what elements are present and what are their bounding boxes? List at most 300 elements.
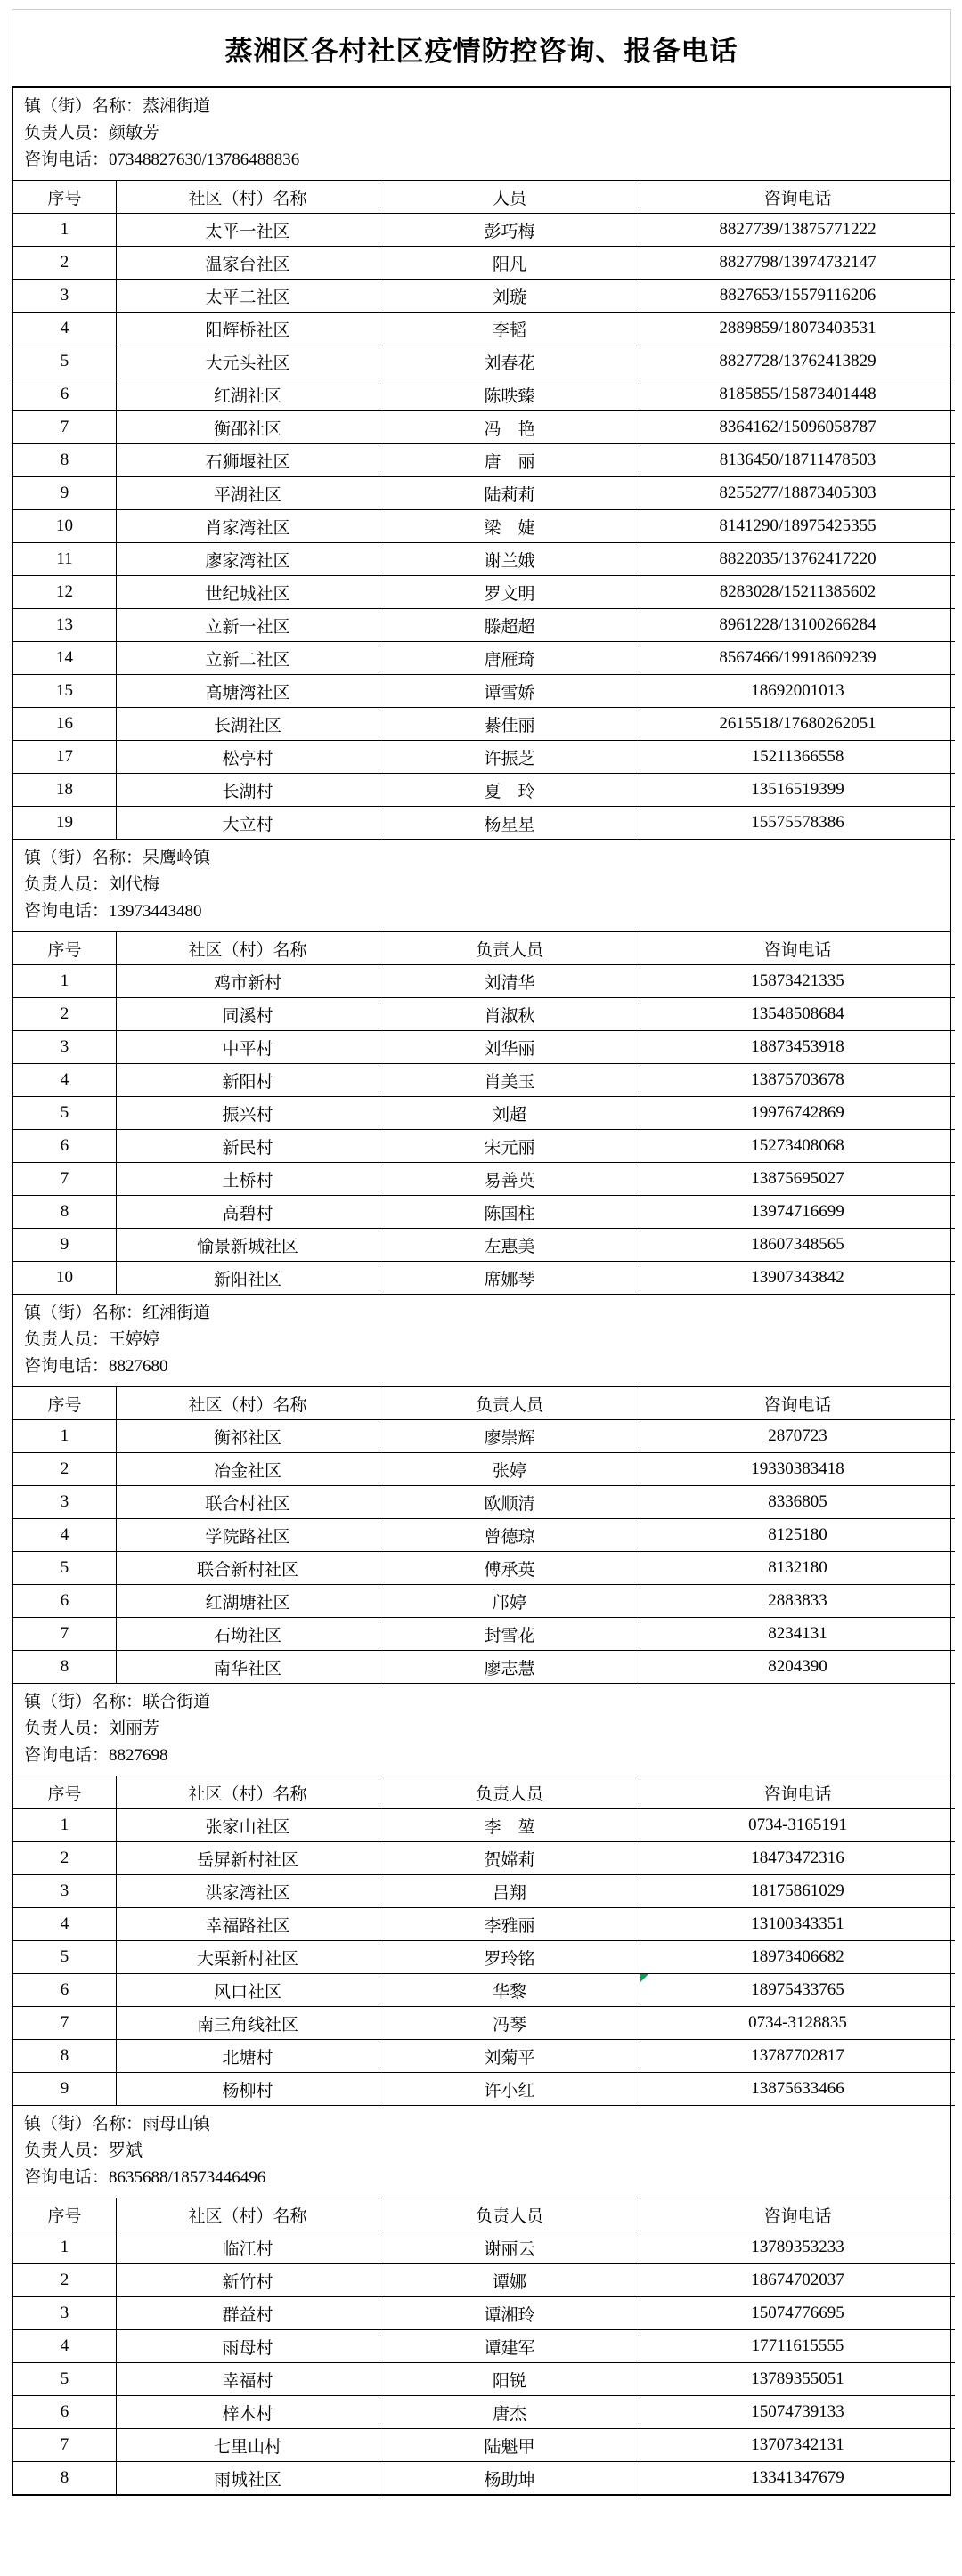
table-row [13,2429,955,2462]
phone-cell: 8336805 [640,1486,956,1519]
town-name-line [24,2111,939,2138]
col-header-person: 负责人员 [379,2198,640,2231]
row-index-cell: 8 [13,1651,117,1684]
table-row [13,1552,955,1585]
table-row [13,378,955,411]
table-row [13,345,955,378]
town-name-line [24,93,939,120]
phone-cell: 13707342131 [640,2429,956,2462]
person-cell: 唐 丽 [379,444,640,477]
community-name-cell: 衡邵社区 [117,411,379,444]
table-row [13,1031,955,1064]
row-index-cell: 2 [13,1842,117,1875]
phone-cell: 0734-3128835 [640,2007,956,2040]
person-cell: 唐雁琦 [379,642,640,675]
phone-cell: 15873421335 [640,965,956,998]
town-name-label: 镇（街）名称： [24,1304,143,1322]
row-index-cell: 5 [13,345,117,378]
person-cell: 罗玲铭 [379,1941,640,1974]
phone-cell: 8827653/15579116206 [640,280,956,313]
table-row [13,1453,955,1486]
table-row [13,1064,955,1097]
person-cell: 刘华丽 [379,1031,640,1064]
table-row [13,1974,955,2007]
phone-cell: 15074739133 [640,2396,956,2429]
person-cell: 肖淑秋 [379,998,640,1031]
table-row [13,444,955,477]
phone-cell: 13875695027 [640,1163,956,1196]
person-cell: 贺嫦莉 [379,1842,640,1875]
person-cell: 谭娜 [379,2264,640,2297]
community-name-cell: 南华社区 [117,1651,379,1684]
community-name-cell: 衡祁社区 [117,1420,379,1453]
table-row [13,2330,955,2363]
table-row [13,1097,955,1130]
phone-cell: 13789355051 [640,2363,956,2396]
row-index-cell: 9 [13,477,117,510]
town-name-label: 镇（街）名称： [24,1693,143,1711]
person-cell: 廖志慧 [379,1651,640,1684]
person-cell: 唐杰 [379,2396,640,2429]
table-row [13,1262,955,1295]
person-cell: 刘菊平 [379,2040,640,2073]
person-cell: 易善英 [379,1163,640,1196]
table-row [13,1229,955,1262]
community-name-cell: 红湖社区 [117,378,379,411]
row-index-cell: 4 [13,1064,117,1097]
phone-cell: 13548508684 [640,998,956,1031]
phone-cell: 13875633466 [640,2073,956,2106]
leader-label: 负责人员： [24,875,110,894]
row-index-cell: 6 [13,2396,117,2429]
town-name-label: 镇（街）名称： [24,849,143,867]
row-index-cell: 1 [13,2231,117,2264]
community-name-cell: 冶金社区 [117,1453,379,1486]
person-cell: 廖崇辉 [379,1420,640,1453]
community-name-cell: 石狮堰社区 [117,444,379,477]
person-cell: 谢兰娥 [379,543,640,576]
row-index-cell: 9 [13,2073,117,2106]
community-name-cell: 新阳社区 [117,1262,379,1295]
row-index-cell: 19 [13,807,117,840]
community-name-cell: 张家山社区 [117,1809,379,1842]
table-row [13,1651,955,1684]
community-name-cell: 长湖村 [117,774,379,807]
table-row [13,741,955,774]
community-name-cell: 新竹村 [117,2264,379,2297]
section-info-block [13,2106,950,2198]
row-index-cell: 12 [13,576,117,609]
leader-value: 颜敏芳 [109,124,160,142]
table-row [13,411,955,444]
town-name-value: 呆鹰岭镇 [143,849,211,867]
phone-cell: 18692001013 [640,675,956,708]
row-index-cell: 8 [13,2040,117,2073]
col-header-index: 序号 [13,181,117,214]
phone-cell: 15273408068 [640,1130,956,1163]
person-cell: 李雅丽 [379,1908,640,1941]
row-index-cell: 7 [13,411,117,444]
col-header-phone: 咨询电话 [640,2198,956,2231]
phone-cell: 19976742869 [640,1097,956,1130]
town-name-line [24,845,939,872]
leader-line [24,120,939,147]
table-row [13,1842,955,1875]
row-index-cell: 17 [13,741,117,774]
person-cell: 刘清华 [379,965,640,998]
phone-cell: 8567466/19918609239 [640,642,956,675]
table-row [13,313,955,345]
community-name-cell: 红湖塘社区 [117,1585,379,1618]
col-header-community: 社区（村）名称 [117,1387,379,1420]
phone-cell: 8827739/13875771222 [640,214,956,247]
town-section [13,1684,950,2106]
row-index-cell: 1 [13,1809,117,1842]
phone-cell: 8364162/15096058787 [640,411,956,444]
phone-label: 咨询电话： [24,150,110,169]
section-info-block [13,1684,950,1776]
row-index-cell: 6 [13,1974,117,2007]
table-row [13,774,955,807]
leader-line [24,872,939,898]
person-cell: 冯 艳 [379,411,640,444]
row-index-cell: 7 [13,1163,117,1196]
phone-cell: 15575578386 [640,807,956,840]
table-row [13,1585,955,1618]
leader-label: 负责人员： [24,124,110,142]
person-cell: 华黎 [379,1974,640,2007]
col-header-index: 序号 [13,932,117,965]
phone-cell: 18175861029 [640,1875,956,1908]
community-name-cell: 雨母村 [117,2330,379,2363]
person-cell: 谭雪娇 [379,675,640,708]
col-header-index: 序号 [13,1776,117,1809]
person-cell: 彭巧梅 [379,214,640,247]
row-index-cell: 13 [13,609,117,642]
community-name-cell: 立新二社区 [117,642,379,675]
table-row [13,1486,955,1519]
community-name-cell: 廖家湾社区 [117,543,379,576]
phone-cell: 18607348565 [640,1229,956,1262]
phone-cell: 2870723 [640,1420,956,1453]
person-cell: 阳锐 [379,2363,640,2396]
phone-line [24,1353,939,1380]
col-header-phone: 咨询电话 [640,1387,956,1420]
table-row [13,543,955,576]
phone-cell: 8827798/13974732147 [640,247,956,280]
person-cell: 梁 婕 [379,510,640,543]
phone-value: 13973443480 [109,902,202,921]
community-name-cell: 洪家湾社区 [117,1875,379,1908]
leader-value: 刘丽芳 [109,1719,160,1738]
row-index-cell: 5 [13,1097,117,1130]
phone-cell: 8185855/15873401448 [640,378,956,411]
table-header-row [13,1776,955,1809]
row-index-cell: 10 [13,510,117,543]
phone-cell: 8125180 [640,1519,956,1552]
row-index-cell: 18 [13,774,117,807]
person-cell: 冯琴 [379,2007,640,2040]
table-row [13,576,955,609]
community-name-cell: 北塘村 [117,2040,379,2073]
person-cell: 刘超 [379,1097,640,1130]
table-row [13,2297,955,2330]
row-index-cell: 3 [13,1486,117,1519]
col-header-community: 社区（村）名称 [117,2198,379,2231]
col-header-community: 社区（村）名称 [117,932,379,965]
cell-flag-icon [640,1974,648,1982]
community-name-cell: 幸福村 [117,2363,379,2396]
town-section [13,88,950,840]
person-cell: 綦佳丽 [379,708,640,741]
community-name-cell: 联合村社区 [117,1486,379,1519]
town-name-line [24,1300,939,1327]
community-name-cell: 南三角线社区 [117,2007,379,2040]
contact-table [13,932,955,1295]
phone-value: 8827698 [109,1746,168,1765]
phone-label: 咨询电话： [24,1746,110,1765]
person-cell: 欧顺清 [379,1486,640,1519]
table-row [13,609,955,642]
person-cell: 左惠美 [379,1229,640,1262]
community-name-cell: 立新一社区 [117,609,379,642]
community-name-cell: 世纪城社区 [117,576,379,609]
row-index-cell: 16 [13,708,117,741]
town-name-label: 镇（街）名称： [24,97,143,116]
person-cell: 邝婷 [379,1585,640,1618]
table-row [13,1875,955,1908]
town-name-value: 联合街道 [143,1693,211,1711]
table-header-row [13,181,955,214]
row-index-cell: 11 [13,543,117,576]
table-row [13,2040,955,2073]
phone-cell: 0734-3165191 [640,1809,956,1842]
phone-label: 咨询电话： [24,2168,110,2187]
leader-line [24,2138,939,2165]
phone-value: 8827680 [109,1357,168,1376]
row-index-cell: 5 [13,2363,117,2396]
row-index-cell: 7 [13,2007,117,2040]
row-index-cell: 7 [13,1618,117,1651]
table-body [13,1420,955,1684]
community-name-cell: 太平二社区 [117,280,379,313]
col-header-person: 负责人员 [379,1387,640,1420]
person-cell: 刘春花 [379,345,640,378]
col-header-index: 序号 [13,2198,117,2231]
row-index-cell: 4 [13,313,117,345]
phone-cell: 2889859/18073403531 [640,313,956,345]
community-name-cell: 同溪村 [117,998,379,1031]
leader-value: 刘代梅 [109,875,160,894]
person-cell: 吕翔 [379,1875,640,1908]
table-row [13,1196,955,1229]
person-cell: 滕超超 [379,609,640,642]
town-name-label: 镇（街）名称： [24,2115,143,2133]
phone-line [24,1743,939,1769]
community-name-cell: 幸福路社区 [117,1908,379,1941]
table-body [13,965,955,1295]
phone-cell: 13789353233 [640,2231,956,2264]
community-name-cell: 七里山村 [117,2429,379,2462]
table-header-row [13,2198,955,2231]
phone-cell: 18873453918 [640,1031,956,1064]
table-row [13,708,955,741]
phone-cell: 8136450/18711478503 [640,444,956,477]
person-cell: 罗文明 [379,576,640,609]
town-name-value: 雨母山镇 [143,2115,211,2133]
community-name-cell: 松亭村 [117,741,379,774]
person-cell: 谢丽云 [379,2231,640,2264]
person-cell: 杨星星 [379,807,640,840]
row-index-cell: 1 [13,214,117,247]
phone-cell: 13907343842 [640,1262,956,1295]
leader-value: 王婷婷 [109,1330,160,1349]
col-header-community: 社区（村）名称 [117,1776,379,1809]
col-header-phone: 咨询电话 [640,1776,956,1809]
town-name-value: 蒸湘街道 [143,97,211,116]
table-row [13,998,955,1031]
section-info-block [13,88,950,181]
person-cell: 阳凡 [379,247,640,280]
row-index-cell: 14 [13,642,117,675]
row-index-cell: 7 [13,2429,117,2462]
phone-cell: 13341347679 [640,2462,956,2495]
phone-cell: 8132180 [640,1552,956,1585]
table-row [13,1130,955,1163]
row-index-cell: 2 [13,247,117,280]
community-name-cell: 新阳村 [117,1064,379,1097]
leader-line [24,1716,939,1743]
row-index-cell: 2 [13,998,117,1031]
person-cell: 谭湘玲 [379,2297,640,2330]
phone-line [24,147,939,174]
table-row [13,1908,955,1941]
community-name-cell: 岳屏新村社区 [117,1842,379,1875]
col-header-person: 负责人员 [379,932,640,965]
row-index-cell: 1 [13,965,117,998]
contact-table [13,2198,955,2494]
town-section [13,1295,950,1684]
person-cell: 陆魁甲 [379,2429,640,2462]
phone-cell: 18973406682 [640,1941,956,1974]
community-name-cell: 群益村 [117,2297,379,2330]
table-row [13,2363,955,2396]
community-name-cell: 大元头社区 [117,345,379,378]
col-header-person: 负责人员 [379,1776,640,1809]
phone-cell: 13516519399 [640,774,956,807]
person-cell: 谭建军 [379,2330,640,2363]
person-cell: 许小红 [379,2073,640,2106]
phone-cell: 2615518/17680262051 [640,708,956,741]
contact-table [13,1387,955,1684]
table-row [13,2396,955,2429]
town-section [13,2106,950,2494]
town-name-line [24,1689,939,1716]
community-name-cell: 高碧村 [117,1196,379,1229]
person-cell: 刘璇 [379,280,640,313]
phone-cell: 8141290/18975425355 [640,510,956,543]
community-name-cell: 高塘湾社区 [117,675,379,708]
row-index-cell: 8 [13,444,117,477]
row-index-cell: 4 [13,1908,117,1941]
table-row [13,477,955,510]
phone-cell: 8234131 [640,1618,956,1651]
community-name-cell: 雨城社区 [117,2462,379,2495]
section-info-block [13,1295,950,1387]
person-cell: 宋元丽 [379,1130,640,1163]
person-cell: 许振芝 [379,741,640,774]
phone-cell: 15211366558 [640,741,956,774]
phone-value: 8635688/18573446496 [109,2168,266,2187]
phone-cell: 2883833 [640,1585,956,1618]
community-name-cell: 新民村 [117,1130,379,1163]
phone-label: 咨询电话： [24,1357,110,1376]
person-cell: 封雪花 [379,1618,640,1651]
person-cell: 傅承英 [379,1552,640,1585]
table-header-row [13,932,955,965]
table-row [13,1941,955,1974]
row-index-cell: 9 [13,1229,117,1262]
table-row [13,1519,955,1552]
contact-table [13,1776,955,2106]
table-row [13,2073,955,2106]
community-name-cell: 土桥村 [117,1163,379,1196]
community-name-cell: 长湖社区 [117,708,379,741]
leader-line [24,1327,939,1353]
page-title: 蒸湘区各村社区疫情防控咨询、报备电话 [12,9,951,86]
phone-cell: 8204390 [640,1651,956,1684]
community-name-cell: 大立村 [117,807,379,840]
community-name-cell: 太平一社区 [117,214,379,247]
col-header-community: 社区（村）名称 [117,181,379,214]
phone-label: 咨询电话： [24,902,110,921]
phone-line [24,898,939,925]
phone-cell: 15074776695 [640,2297,956,2330]
phone-value: 07348827630/13786488836 [109,150,300,169]
phone-cell: 8255277/18873405303 [640,477,956,510]
table-row [13,1420,955,1453]
row-index-cell: 4 [13,1519,117,1552]
row-index-cell: 8 [13,1196,117,1229]
community-name-cell: 联合新村社区 [117,1552,379,1585]
community-name-cell: 愉景新城社区 [117,1229,379,1262]
community-name-cell: 学院路社区 [117,1519,379,1552]
table-row [13,2462,955,2495]
sections-container [12,86,951,2496]
row-index-cell: 4 [13,2330,117,2363]
phone-cell: 18473472316 [640,1842,956,1875]
section-info-block [13,840,950,932]
table-row [13,642,955,675]
phone-cell: 13875703678 [640,1064,956,1097]
row-index-cell: 3 [13,2297,117,2330]
row-index-cell: 3 [13,1031,117,1064]
table-header-row [13,1387,955,1420]
row-index-cell: 6 [13,1585,117,1618]
phone-cell: 17711615555 [640,2330,956,2363]
table-row [13,1163,955,1196]
person-cell: 李 堃 [379,1809,640,1842]
row-index-cell: 8 [13,2462,117,2495]
phone-cell: 13787702817 [640,2040,956,2073]
phone-cell: 8961228/13100266284 [640,609,956,642]
table-row [13,807,955,840]
phone-cell: 13974716699 [640,1196,956,1229]
community-name-cell: 梓木村 [117,2396,379,2429]
contact-table [13,181,955,840]
person-cell: 陆莉莉 [379,477,640,510]
table-row [13,510,955,543]
